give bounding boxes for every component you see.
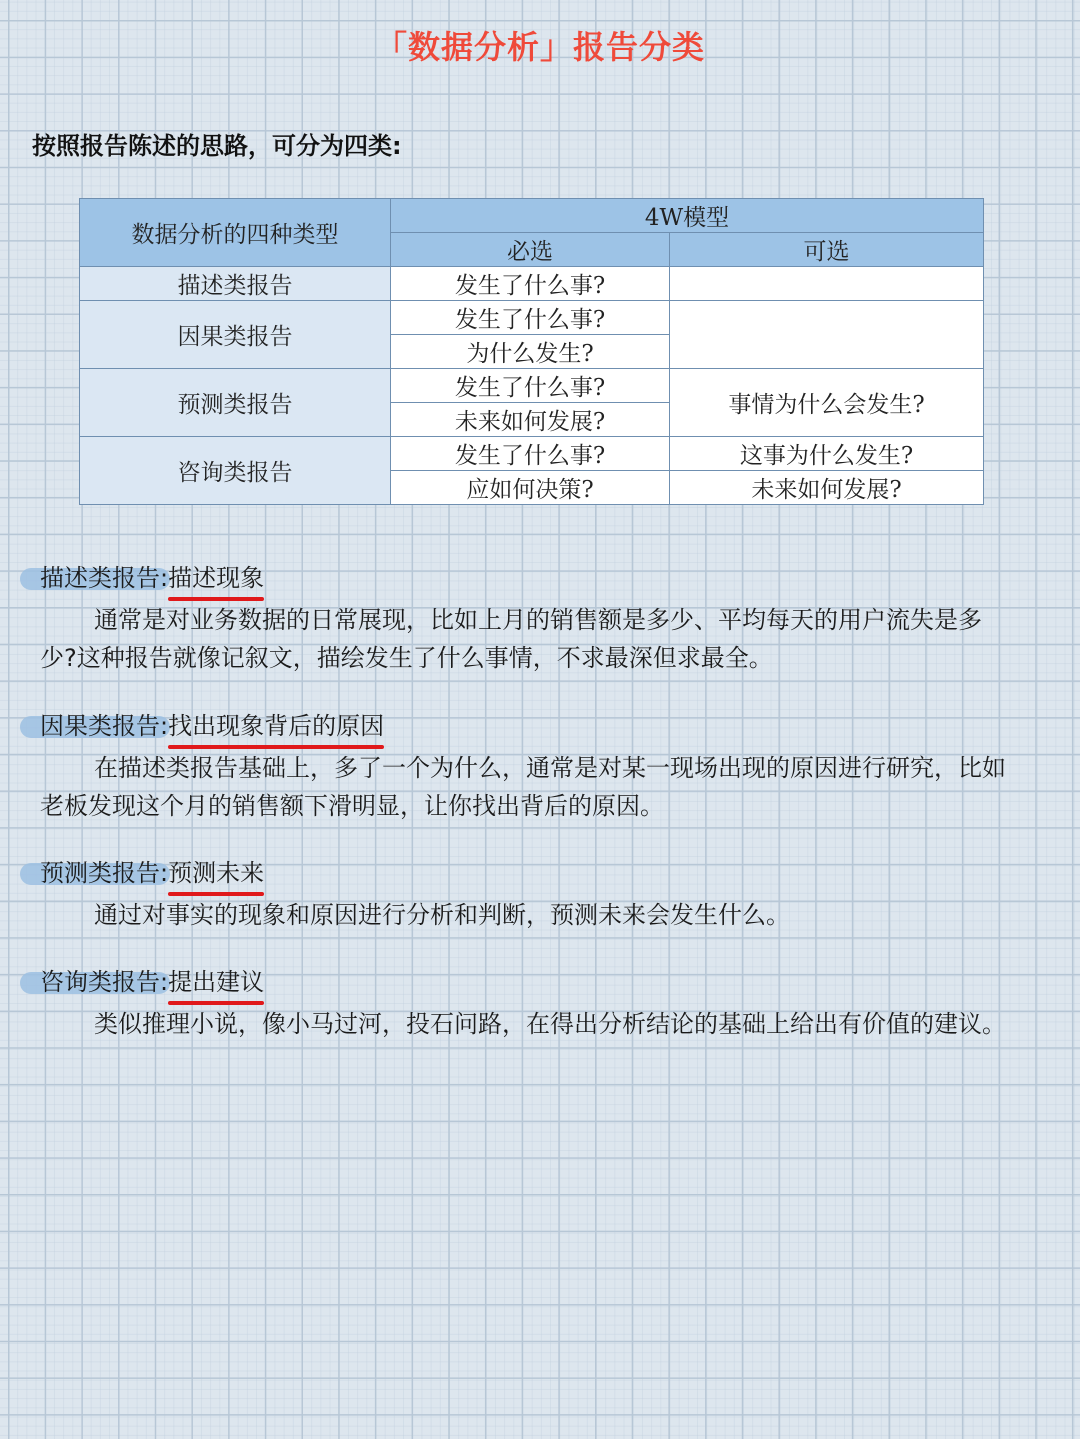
section-causal [20, 709, 1020, 825]
table-corner-header: 数据分析的四种类型 [80, 199, 391, 267]
section-keyword [168, 856, 264, 890]
keyword-text: 描述现象 [168, 564, 265, 592]
keyword-text: 找出现象背后的原因 [168, 712, 385, 740]
section-paragraph: 通常是对业务数据的日常展现，比如上月的销售额是多少、平均每天的用户流失是多少?这种报告就像记叙文，描绘发生了什么事情，不求最深但求最全。 [40, 606, 982, 672]
cell-optional [670, 267, 984, 301]
cell-required: 未来如何发展? [391, 403, 670, 437]
row-label-advisory: 咨询类报告 [80, 437, 391, 505]
section-keyword [168, 561, 264, 595]
cell-optional: 这事为什么发生? [670, 437, 984, 471]
table-row-predictive [80, 369, 984, 403]
table-col-optional: 可选 [670, 233, 984, 267]
cell-optional: 未来如何发展? [670, 471, 984, 505]
section-paragraph: 在描述类报告基础上，多了一个为什么，通常是对某一现场出现的原因进行研究，比如老板发现这个月的销售额下滑明显，让你找出背后的原因。 [40, 754, 1006, 820]
section-descriptive [20, 561, 1020, 677]
row-label-causal: 因果类报告 [80, 301, 391, 369]
section-advisory [20, 965, 1020, 1043]
cell-required: 为什么发生? [391, 335, 670, 369]
cell-required: 应如何决策? [391, 471, 670, 505]
red-underline [168, 745, 384, 749]
section-label: 咨询类报告: [40, 968, 169, 996]
red-underline [168, 892, 264, 896]
section-predictive [20, 856, 1020, 934]
row-label-descriptive: 描述类报告 [80, 267, 391, 301]
cell-required: 发生了什么事? [391, 369, 670, 403]
keyword-text: 提出建议 [168, 968, 265, 996]
row-label-predictive: 预测类报告 [80, 369, 391, 437]
table-group-header: 4W模型 [391, 199, 984, 233]
cell-required: 发生了什么事? [391, 437, 670, 471]
section-keyword [168, 709, 384, 743]
section-label: 描述类报告: [40, 564, 169, 592]
red-underline [168, 1001, 264, 1005]
table-row-advisory [80, 437, 984, 471]
section-paragraph: 通过对事实的现象和原因进行分析和判断，预测未来会发生什么。 [94, 901, 790, 929]
keyword-text: 预测未来 [168, 859, 265, 887]
cell-required: 发生了什么事? [391, 301, 670, 335]
section-label: 预测类报告: [40, 859, 169, 887]
page-title: 「数据分析」报告分类 [374, 28, 705, 66]
table-col-required: 必选 [391, 233, 670, 267]
cell-required: 发生了什么事? [391, 267, 670, 301]
red-underline [168, 597, 264, 601]
section-heading [20, 856, 1020, 890]
cell-optional [670, 301, 984, 369]
section-label: 因果类报告: [40, 712, 169, 740]
section-keyword [168, 965, 264, 999]
four-types-table [79, 198, 984, 505]
cell-optional: 事情为什么会发生? [670, 369, 984, 437]
table-row-descriptive [80, 267, 984, 301]
section-heading [20, 561, 1020, 595]
intro-text: 按照报告陈述的思路，可分为四类: [32, 132, 402, 160]
section-heading [20, 709, 1020, 743]
section-paragraph: 类似推理小说，像小马过河，投石问路，在得出分析结论的基础上给出有价值的建议。 [94, 1010, 1006, 1038]
section-heading [20, 965, 1020, 999]
table-row-causal [80, 301, 984, 335]
